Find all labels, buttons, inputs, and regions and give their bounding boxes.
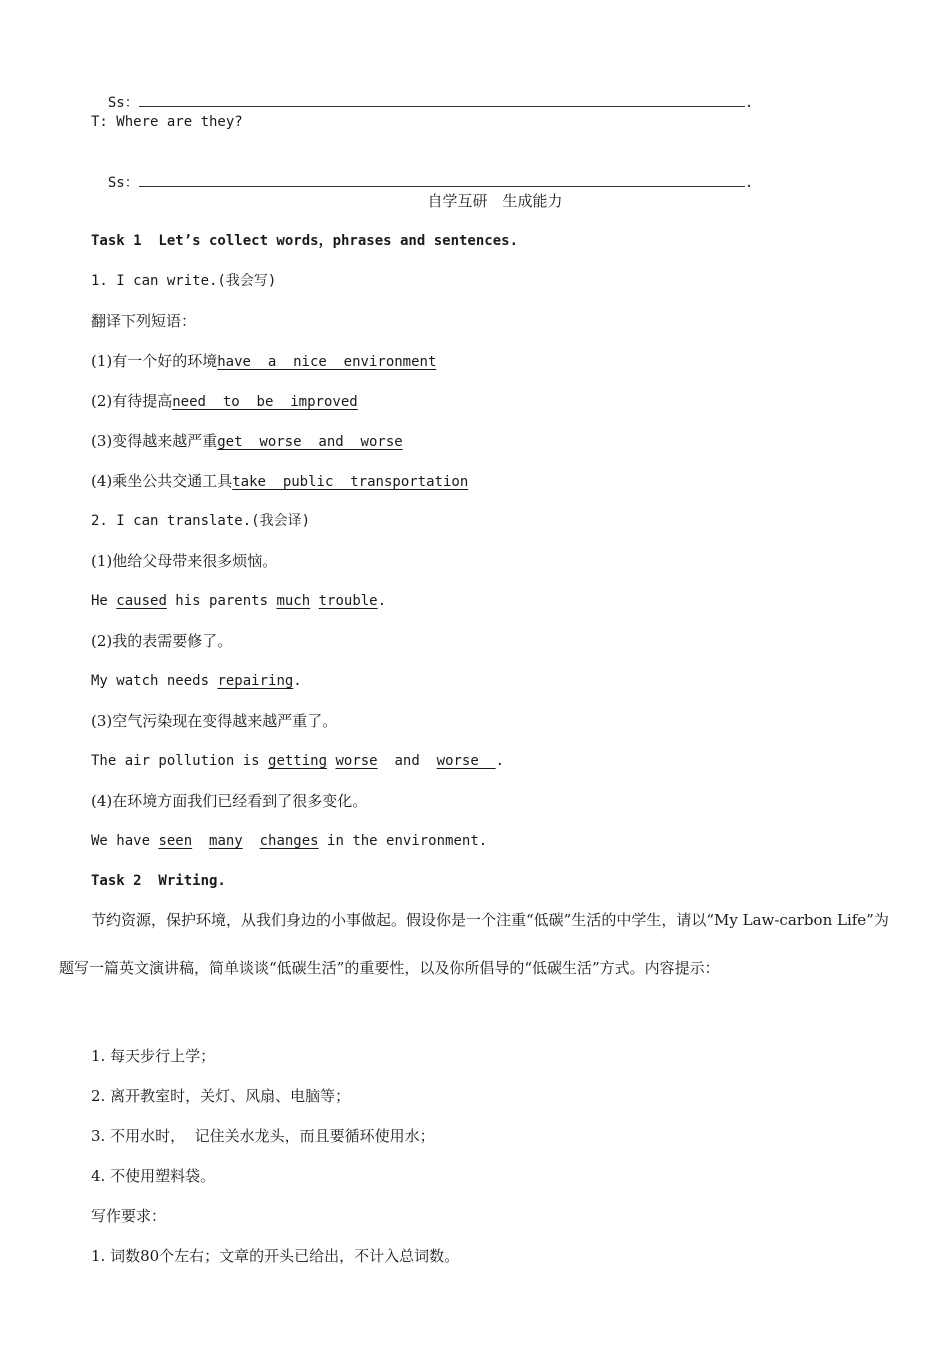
answer: repairing: [217, 673, 294, 689]
sentence-cn-2: (2)我的表需要修了。: [91, 632, 233, 650]
phrase-item: [91, 391, 358, 412]
phrase-prompt: (3)变得越来越严重: [91, 432, 218, 450]
phrase-answer: take public transportation: [232, 474, 469, 490]
period: .: [744, 175, 754, 191]
phrase-answer: have a nice environment: [217, 354, 437, 370]
requirement-item: 1. 词数80个左右；文章的开头已给出，不计入总词数。: [91, 1247, 460, 1265]
text: .: [495, 753, 505, 769]
text: [192, 833, 209, 849]
speaker-label: Ss：: [107, 95, 139, 111]
hint-item: 3. 不用水时， 记住关水龙头，而且要循环使用水；: [91, 1127, 435, 1145]
text: [243, 833, 260, 849]
sentence-en-2: [91, 671, 302, 691]
part2-heading: 2. I can translate.(我会译): [91, 513, 311, 529]
answer: caused: [116, 593, 167, 609]
text: We have: [91, 833, 159, 849]
phrase-prompt: (2)有待提高: [91, 392, 173, 410]
dialog-ss-line-2: [91, 152, 753, 193]
sentence-cn-3: (3)空气污染现在变得越来越严重了。: [91, 712, 338, 730]
part1-heading: 1. I can write.(我会写): [91, 273, 277, 289]
text: his parents: [166, 593, 277, 609]
phrase-answer: get worse and worse: [217, 434, 403, 450]
answer: trouble: [318, 593, 378, 609]
task2-title: Task 2 Writing.: [91, 873, 226, 889]
paragraph-text: 节约资源，保护环境，从我们身边的小事做起。假设你是一个注重“低碳”生活的中学生，请以“My Law-carbon Life”为题写一篇英文演讲稿，简单谈谈“低碳生活”的重要性，以及你所倡导的“低碳生活”方式。内容提示：: [59, 911, 889, 977]
phrase-answer: need to be improved: [172, 394, 358, 410]
sentence-en-3: [91, 751, 504, 771]
text: He: [91, 593, 117, 609]
hint-item: 4. 不使用塑料袋。: [91, 1167, 216, 1185]
text: .: [293, 673, 302, 689]
phrase-item: [91, 351, 436, 372]
dialog-t-line: T: Where are they?: [91, 114, 243, 130]
phrase-item: [91, 431, 403, 452]
speaker-label: Ss：: [107, 175, 139, 191]
text: .: [377, 593, 387, 609]
phrase-item: [91, 471, 468, 492]
phrase-prompt: (1)有一个好的环境: [91, 352, 218, 370]
answer: changes: [259, 833, 319, 849]
section-title: 自学互研 生成能力: [427, 192, 563, 210]
sentence-cn-4: (4)在环境方面我们已经看到了很多变化。: [91, 792, 368, 810]
answer: getting: [268, 753, 328, 769]
answer-blank[interactable]: [139, 172, 745, 187]
answer: worse: [436, 753, 496, 769]
requirements-title: 写作要求：: [91, 1207, 167, 1225]
dialog-ss-line-1: [91, 72, 753, 113]
phrase-prompt: (4)乘坐公共交通工具: [91, 472, 233, 490]
answer: much: [276, 593, 311, 609]
answer-blank[interactable]: [139, 92, 745, 107]
task1-title: Task 1 Let’s collect words，phrases and sentences.: [91, 233, 519, 249]
sentence-en-1: [91, 591, 386, 611]
sentence-cn-1: (1)他给父母带来很多烦恼。: [91, 552, 278, 570]
hint-item: 2. 离开教室时，关灯、风扇、电脑等；: [91, 1087, 351, 1105]
sentence-en-4: [91, 831, 487, 851]
answer: worse: [335, 753, 378, 769]
hint-item: 1. 每天步行上学；: [91, 1047, 216, 1065]
answer: many: [209, 833, 243, 849]
part1-instruction: 翻译下列短语：: [91, 312, 197, 330]
text: and: [377, 753, 437, 769]
text: My watch needs: [91, 673, 218, 689]
text: in the environment.: [318, 833, 488, 849]
task2-paragraph: [59, 896, 899, 992]
period: .: [744, 95, 754, 111]
answer: seen: [158, 833, 193, 849]
text: [310, 593, 318, 609]
text: The air pollution is: [91, 753, 269, 769]
